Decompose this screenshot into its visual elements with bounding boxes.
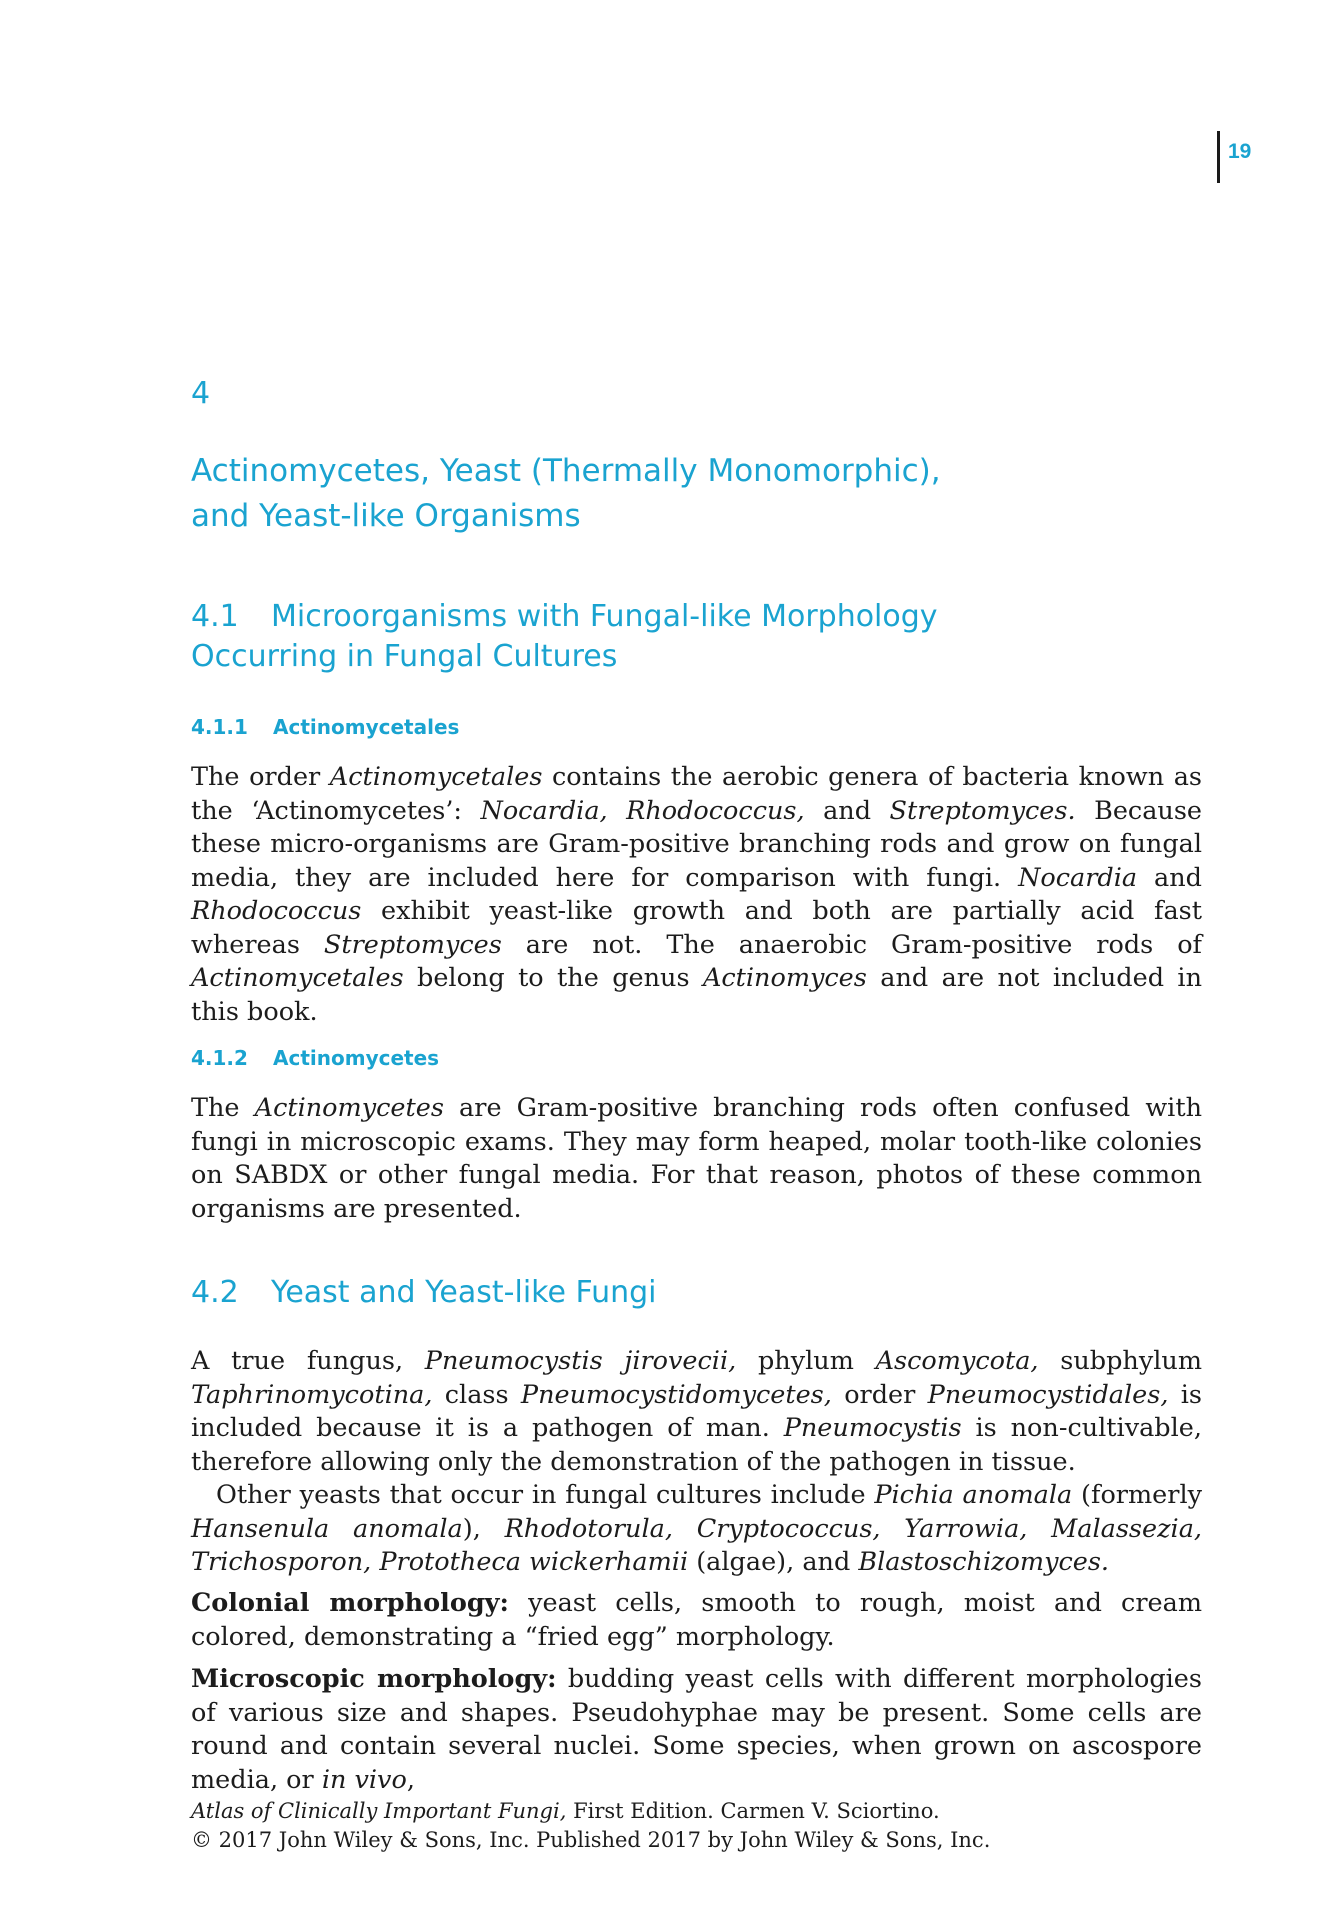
- subsection-number: 4.1.2: [191, 1046, 248, 1070]
- italic-run: Blastoschizomyces.: [858, 1547, 1110, 1577]
- text-run: is included because it is a pathogen of man.: [191, 1379, 1202, 1443]
- text-run: phylum: [736, 1346, 876, 1376]
- italic-run: Actinomycetes: [254, 1093, 444, 1123]
- text-run: and are not included in this book.: [191, 963, 1202, 1027]
- text-run: The order: [191, 762, 330, 792]
- text-run: exhibit yeast-like growth and both are partially acid fast whereas: [191, 896, 1202, 960]
- edition-author: First Edition. Carmen V. Sciortino.: [566, 1799, 940, 1823]
- subsection-title: Actinomycetales: [273, 715, 460, 739]
- chapter-title: [191, 449, 1091, 539]
- paragraph-colonial-morphology: [191, 1587, 1202, 1654]
- section-number: 4.1: [191, 599, 239, 634]
- text-run: and: [1137, 862, 1202, 893]
- text-run: class: [432, 1379, 521, 1410]
- text-run: order: [831, 1379, 928, 1410]
- paragraph-other-yeasts: [191, 1479, 1202, 1580]
- book-title: Atlas of Clinically Important Fungi,: [191, 1799, 567, 1823]
- subsection-number: 4.1.1: [191, 715, 248, 739]
- text-run: are Gram-positive branching rods often confused with fungi in microscopic exams. They may form heaped, molar tooth-like colonies on SABDX or other fungal media. For that reason, photos of these common organisms are presented.: [191, 1093, 1202, 1224]
- chapter-number: 4: [191, 376, 211, 411]
- italic-run: Pichia anomala: [874, 1480, 1073, 1510]
- italic-run: Actinomyces: [702, 963, 867, 993]
- subsection-heading-4-1-2: [191, 1046, 439, 1070]
- page-number: 19: [1228, 140, 1252, 163]
- italic-run: Nocardia, Rhodococcus,: [480, 795, 805, 826]
- copyright-footer: [191, 1797, 990, 1855]
- text-run: and: [804, 795, 890, 826]
- italic-run: Taphrinomycotina,: [191, 1379, 433, 1410]
- italic-run: Streptomyces.: [889, 795, 1076, 826]
- header-rule: [1217, 131, 1220, 183]
- italic-run: in vivo: [321, 1764, 407, 1795]
- paragraph-pneumocystis: [191, 1345, 1202, 1479]
- text-run: contains the aerobic genera of bacteria known as the ‘Actinomycetes’:: [191, 762, 1202, 826]
- italic-run: Rhodotorula, Cryptococcus, Yarrowia, Malassezia, Trichosporon, Prototheca wickerhamii: [191, 1513, 1202, 1577]
- text-run: ,: [406, 1764, 415, 1795]
- section-title-line: Occurring in Fungal Cultures: [191, 639, 618, 674]
- text-run: budding yeast cells with different morphologies of various size and shapes. Pseudohyphae may be present. Some cells are round and contain several nuclei. Some species, when grown on ascospore media, or: [191, 1664, 1202, 1795]
- section-title: Yeast and Yeast-like Fungi: [271, 1275, 657, 1310]
- text-run: Because these micro-organisms are Gram-positive branching rods and grow on fungal media, they are included here for comparison with fungi.: [191, 795, 1202, 893]
- section-heading-4-2: [191, 1273, 656, 1313]
- text-run: is non-cultivable, therefore allowing only the demonstration of the pathogen in tissue.: [191, 1413, 1202, 1477]
- text-run: subphylum: [1038, 1346, 1203, 1376]
- section-number: 4.2: [191, 1275, 239, 1310]
- italic-run: Rhodococcus: [191, 896, 362, 926]
- italic-run: Pneumocystis jirovecii,: [424, 1346, 737, 1376]
- italic-run: Nocardia: [1018, 862, 1138, 893]
- bold-run: Microscopic morphology:: [191, 1664, 557, 1694]
- text-run: Other yeasts that occur in fungal cultures include: [216, 1480, 875, 1510]
- text-run: are not. The anaerobic Gram-positive rods of: [501, 929, 1202, 960]
- italic-run: Ascomycota,: [875, 1346, 1039, 1376]
- subsection-heading-4-1-1: [191, 715, 459, 739]
- text-run: (formerly: [1072, 1480, 1203, 1510]
- bold-run: Colonial morphology:: [191, 1588, 509, 1618]
- paragraph-actinomycetales: [191, 761, 1202, 1029]
- text-run: yeast cells, smooth to rough, moist and cream colored, demonstrating a “fried egg” morphology.: [191, 1588, 1202, 1652]
- paragraph-microscopic-morphology: [191, 1663, 1202, 1797]
- text-run: A true fungus,: [191, 1346, 425, 1376]
- chapter-title-line: and Yeast-like Organisms: [191, 498, 581, 534]
- chapter-title-line: Actinomycetes, Yeast (Thermally Monomorphic),: [191, 453, 941, 489]
- text-run: The: [191, 1093, 255, 1123]
- paragraph-actinomycetes: [191, 1092, 1202, 1226]
- text-run: belong to the genus: [403, 963, 703, 993]
- text-run: (algae), and: [688, 1547, 859, 1577]
- text-run: ),: [462, 1513, 505, 1544]
- italic-run: Actinomycetales: [329, 762, 543, 792]
- italic-run: Pneumocystis: [783, 1413, 962, 1443]
- italic-run: Pneumocystidomycetes,: [520, 1379, 832, 1410]
- section-title-line: Microorganisms with Fungal-like Morphology: [271, 599, 938, 634]
- italic-run: Streptomyces: [323, 929, 502, 960]
- italic-run: Hansenula anomala: [191, 1513, 463, 1544]
- copyright-line: © 2017 John Wiley & Sons, Inc. Published 2017 by John Wiley & Sons, Inc.: [191, 1828, 991, 1852]
- subsection-title: Actinomycetes: [273, 1046, 440, 1070]
- italic-run: Pneumocystidales,: [927, 1379, 1169, 1410]
- section-heading-4-1: [191, 597, 938, 677]
- italic-run: Actinomycetales: [191, 963, 404, 993]
